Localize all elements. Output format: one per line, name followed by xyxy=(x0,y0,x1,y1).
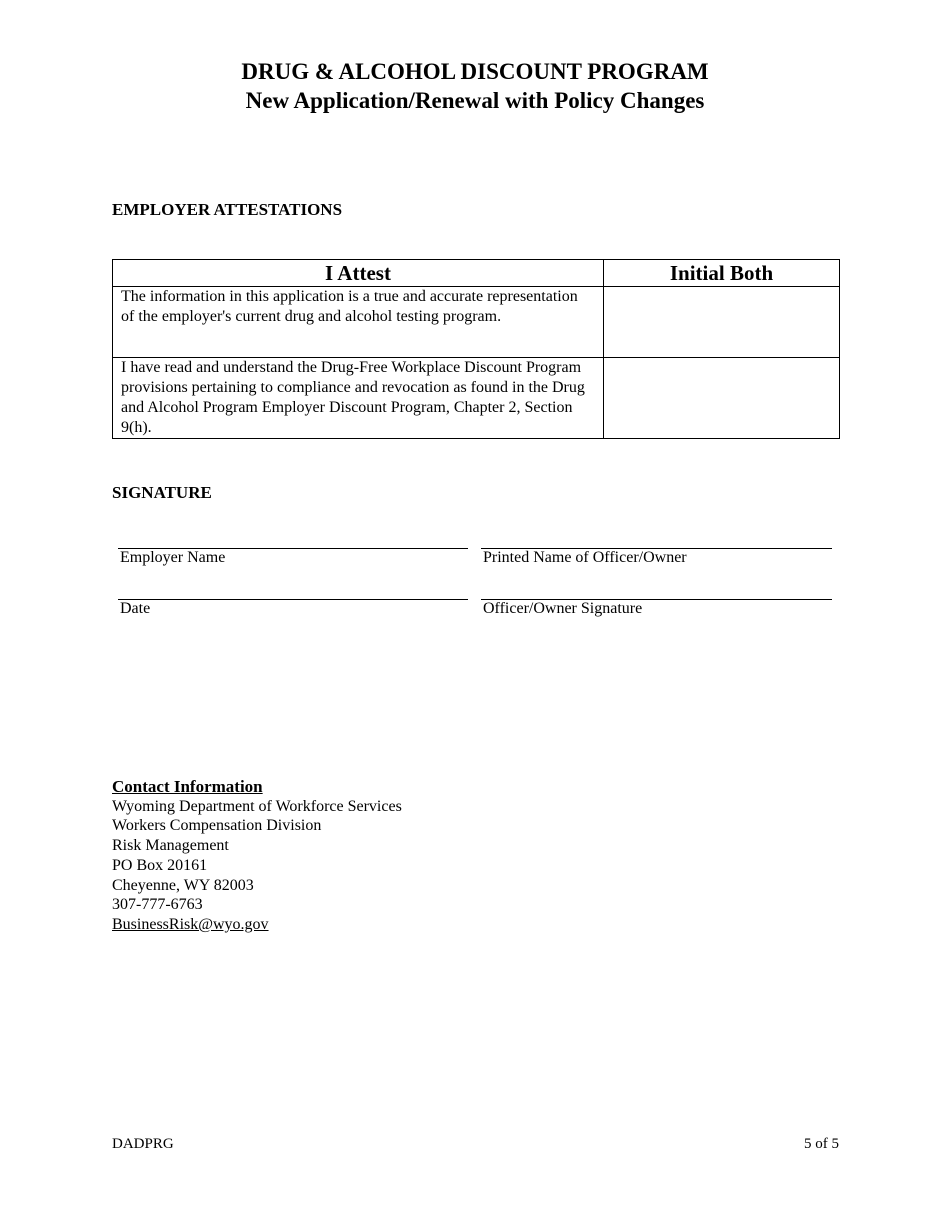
initial-field[interactable] xyxy=(604,358,840,439)
employer-attestations-heading: EMPLOYER ATTESTATIONS xyxy=(112,200,343,219)
document-subtitle: New Application/Renewal with Policy Changes xyxy=(245,88,705,113)
contact-email-link[interactable]: BusinessRisk@wyo.gov xyxy=(112,915,269,933)
contact-information xyxy=(112,777,402,935)
document-title: DRUG & ALCOHOL DISCOUNT PROGRAM xyxy=(241,59,709,84)
form-code: DADPRG xyxy=(112,1136,174,1152)
attestation-statement xyxy=(113,287,604,358)
attestation-statement xyxy=(113,358,604,439)
contact-po-box: PO Box 20161 xyxy=(112,856,208,874)
attestation-row xyxy=(113,287,840,358)
attestation-statement-text: The information in this application is a true and accurate representation of the employer's current drug and alcohol testing program. xyxy=(121,288,578,325)
attest-column-header: I Attest xyxy=(113,260,604,287)
employer-name-label: Employer Name xyxy=(120,549,226,566)
contact-city-state-zip: Cheyenne, WY 82003 xyxy=(112,876,254,894)
contact-unit: Risk Management xyxy=(112,837,229,855)
attestation-table xyxy=(112,259,840,439)
contact-title: Contact Information xyxy=(112,777,263,796)
contact-department: Wyoming Department of Workforce Services xyxy=(112,797,402,815)
attestation-statement-text: I have read and understand the Drug-Free Workplace Discount Program provisions pertaining to compliance and revocation as found in the Drug and Alcohol Program Employer Discount Program, Chapter 2, Section 9(h). xyxy=(121,359,585,436)
contact-phone: 307-777-6763 xyxy=(112,896,203,914)
attestation-header-row xyxy=(113,260,840,287)
attestation-row xyxy=(113,358,840,439)
printed-name-label: Printed Name of Officer/Owner xyxy=(483,549,687,566)
signature-heading: SIGNATURE xyxy=(112,483,212,502)
signature-label: Officer/Owner Signature xyxy=(483,600,643,617)
date-line[interactable] xyxy=(118,599,468,600)
initial-column-header: Initial Both xyxy=(604,260,840,287)
date-label: Date xyxy=(120,600,151,617)
initial-field[interactable] xyxy=(604,287,840,358)
page-number: 5 of 5 xyxy=(804,1136,839,1152)
contact-division: Workers Compensation Division xyxy=(112,817,322,835)
